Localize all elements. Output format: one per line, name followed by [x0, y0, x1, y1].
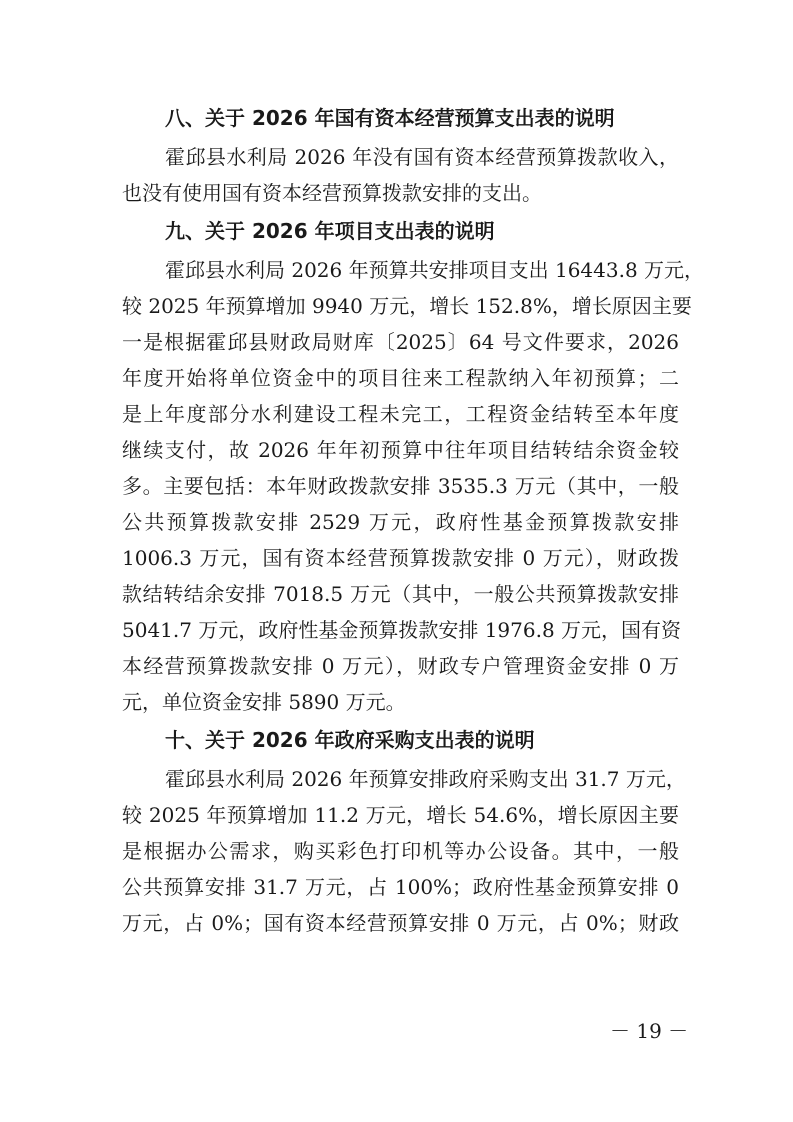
section-heading-9: 九、关于 2026 年项目支出表的说明: [165, 219, 495, 243]
section-heading-8: 八、关于 2026 年国有资本经营预算支出表的说明: [165, 106, 615, 130]
paragraph-line: 较 2025 年预算增加 11.2 万元，增长 54.6%，增长原因主要: [122, 803, 679, 827]
paragraph-line: 也没有使用国有资本经营预算拨款安排的支出。: [122, 181, 542, 205]
paragraph-line: 继续支付，故 2026 年年初预算中往年项目结转结余资金较: [122, 438, 679, 462]
page-number: － 19 －: [610, 1019, 689, 1043]
paragraph-line: 较 2025 年预算增加 9940 万元，增长 152.8%，增长原因主要: [122, 294, 692, 318]
paragraph-line: 公共预算安排 31.7 万元，占 100%；政府性基金预算安排 0: [122, 875, 679, 899]
paragraph-line: 一是根据霍邱县财政局财库〔2025〕64 号文件要求，2026: [122, 330, 679, 354]
paragraph-line: 万元，占 0%；国有资本经营预算安排 0 万元，占 0%；财政: [122, 911, 679, 935]
paragraph-line: 款结转结余安排 7018.5 万元（其中，一般公共预算拨款安排: [122, 582, 679, 606]
section-heading-10: 十、关于 2026 年政府采购支出表的说明: [165, 728, 535, 752]
paragraph-line: 元，单位资金安排 5890 万元。: [122, 690, 406, 714]
paragraph-line: 是根据办公需求，购买彩色打印机等办公设备。其中，一般: [122, 839, 679, 863]
paragraph-line: 年度开始将单位资金中的项目往来工程款纳入年初预算；二: [122, 366, 679, 390]
paragraph-line: 霍邱县水利局 2026 年预算安排政府采购支出 31.7 万元，: [165, 767, 686, 791]
paragraph-line: 霍邱县水利局 2026 年预算共安排项目支出 16443.8 万元，: [165, 258, 705, 282]
paragraph-line: 是上年度部分水利建设工程未完工，工程资金结转至本年度: [122, 402, 679, 426]
paragraph-line: 5041.7 万元，政府性基金预算拨款安排 1976.8 万元，国有资: [122, 618, 682, 642]
paragraph-line: 本经营预算拨款安排 0 万元），财政专户管理资金安排 0 万: [122, 654, 679, 678]
paragraph-line: 多。主要包括：本年财政拨款安排 3535.3 万元（其中，一般: [122, 474, 679, 498]
paragraph-line: 1006.3 万元，国有资本经营预算拨款安排 0 万元），财政拨: [122, 546, 679, 570]
paragraph-line: 霍邱县水利局 2026 年没有国有资本经营预算拨款收入，: [165, 145, 679, 169]
paragraph-line: 公共预算拨款安排 2529 万元，政府性基金预算拨款安排: [122, 510, 679, 534]
